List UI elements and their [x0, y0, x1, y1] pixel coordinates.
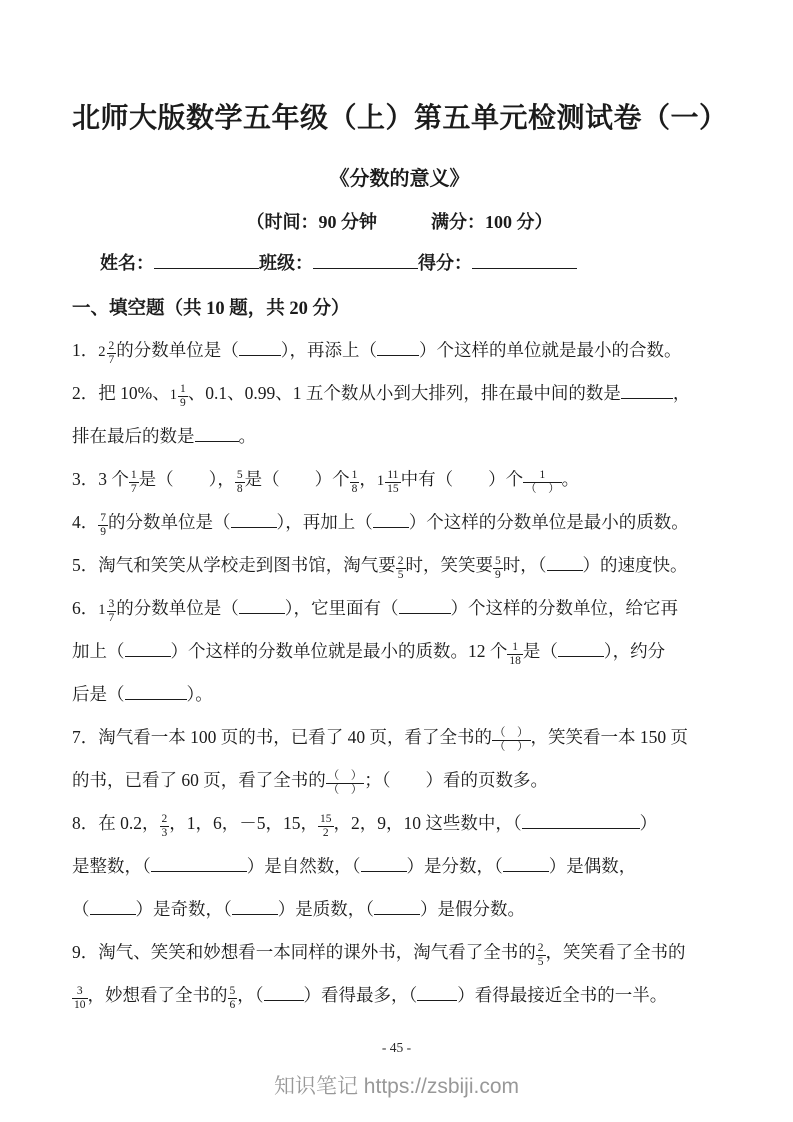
question-text: ）是自然数，（ — [246, 856, 361, 876]
mixed-number — [169, 382, 188, 410]
fraction: $\frac{1}{18}$ — [509, 640, 521, 668]
question-text: ）个这样的分数单位就是最小的质数。12 个 — [170, 641, 508, 661]
question-line — [72, 501, 727, 544]
fraction: $\frac{5}{9}$ — [495, 554, 501, 582]
question-text: ）个这样的分数单位，给它再 — [450, 598, 678, 618]
exam-meta-time-score: （时间：90 分钟 满分：100 分） — [246, 212, 553, 232]
question-text: 9．淘气、笑笑和妙想看一本同样的课外书，淘气看了全书的 — [72, 942, 536, 962]
question-text: ）是偶数， — [548, 856, 637, 876]
question-text: 中有（ ）个 — [400, 469, 524, 489]
question-text: 后是（ — [72, 684, 125, 704]
question-text: 是（ ）个 — [244, 469, 350, 489]
fraction: $\frac{2}{5}$ — [397, 554, 404, 582]
class-label: 班级： — [259, 253, 313, 273]
question-text: ，笑笑看一本 150 页 — [530, 727, 688, 747]
fraction: $\frac{2}{5}$ — [537, 941, 544, 969]
question-line — [72, 415, 727, 458]
question-text: 排在最后的数是 — [72, 426, 195, 446]
fraction: $\frac{15}{2}$ — [320, 812, 332, 840]
question-line — [72, 329, 727, 372]
question-text: 2．把 10%、 — [72, 383, 170, 403]
question-text: 是（ — [522, 641, 558, 661]
question-text: （ — [72, 899, 90, 919]
question-text: 3．3 个 — [72, 469, 129, 489]
question-text: ，2，9，10 这些数中，（ — [333, 813, 522, 833]
answer-blank — [621, 395, 673, 399]
fraction: $\frac{( )}{( )}$ — [327, 769, 363, 797]
question-text: ）看得最接近全书的一半。 — [457, 985, 668, 1005]
page-title: 北师大版数学五年级（上）第五单元检测试卷（一） — [72, 103, 728, 134]
question-text: 8．在 0.2， — [72, 813, 160, 833]
question-text: ，1，6，－5，15， — [169, 813, 318, 833]
question-text: 是整数，（ — [72, 856, 151, 876]
question-text: 时，笑笑要 — [405, 555, 493, 575]
answer-blank — [264, 997, 304, 1001]
fraction: $\frac{1}{8}$ — [351, 468, 358, 496]
question-text: 7．淘气看一本 100 页的书，已看了 40 页，看了全书的 — [72, 727, 492, 747]
question-line — [72, 372, 727, 415]
question-text: ）个这样的分数单位是最小的质数。 — [408, 512, 689, 532]
question-text: 的书，已看了 60 页，看了全书的 — [72, 770, 326, 790]
answer-blank — [125, 653, 171, 657]
question-text: ），约分 — [603, 641, 666, 661]
answer-blank — [417, 997, 457, 1001]
question-text: ） — [639, 813, 658, 833]
question-text: ，妙想看了全书的 — [87, 985, 228, 1005]
fraction: $\frac{2}{3}$ — [161, 812, 168, 840]
question-text: ，（ — [237, 985, 264, 1005]
fraction: $\frac{1}{9}$ — [179, 382, 186, 410]
question-text: 的分数单位是（ — [116, 340, 239, 360]
question-line — [72, 673, 727, 716]
question-text: 的分数单位是（ — [108, 512, 231, 532]
fraction: $\frac{7}{9}$ — [100, 511, 106, 539]
fraction: $\frac{3}{7}$ — [108, 597, 115, 625]
question-text: 1． — [72, 340, 99, 360]
mixed-number-whole: 2 — [98, 344, 106, 360]
question-line — [72, 587, 727, 630]
question-line — [72, 888, 727, 931]
mixed-number-whole: 1 — [376, 473, 385, 489]
answer-blank — [522, 825, 640, 829]
answer-blank — [239, 610, 285, 614]
fraction: $\frac{( )}{( )}$ — [494, 726, 529, 754]
question-text: 的分数单位是（ — [116, 598, 239, 618]
question-text: ，笑笑看了全书的 — [545, 942, 686, 962]
question-text: ）看得最多，（ — [303, 985, 418, 1005]
answer-blank — [547, 567, 583, 571]
question-line — [72, 759, 727, 802]
answer-blank — [374, 911, 420, 915]
question-text: 。 — [238, 426, 256, 446]
question-line — [72, 458, 727, 501]
fraction: $\frac{3}{10}$ — [74, 984, 86, 1012]
class-blank — [313, 265, 418, 269]
name-label: 姓名： — [100, 253, 154, 273]
fraction: $\frac{1}{( )}$ — [525, 468, 560, 496]
score-blank — [472, 265, 577, 269]
answer-blank — [373, 524, 409, 528]
answer-blank — [232, 911, 278, 915]
answer-blank — [151, 868, 247, 872]
fraction: $\frac{5}{8}$ — [236, 468, 243, 496]
question-text: 时，（ — [502, 555, 547, 575]
question-line — [72, 845, 727, 888]
fraction: $\frac{5}{6}$ — [229, 984, 236, 1012]
mixed-number-whole: 1 — [98, 602, 106, 618]
question-text: ， — [359, 469, 377, 489]
answer-blank — [558, 653, 604, 657]
question-text: ）是假分数。 — [420, 899, 525, 919]
fraction: $\frac{11}{15}$ — [387, 468, 399, 496]
question-text: 、0.1、0.99、1 五个数从小到大排列，排在最中间的数是 — [187, 383, 621, 403]
question-text: 。 — [561, 469, 580, 489]
question-text: ），再加上（ — [276, 512, 373, 532]
question-text: ， — [672, 383, 691, 403]
section-title-fill-in-blanks: 一、填空题（共 10 题，共 20 分） — [72, 299, 350, 319]
answer-blank — [361, 868, 407, 872]
page-number: - 45 - — [381, 1040, 412, 1055]
question-text: 5．淘气和笑笑从学校走到图书馆，淘气要 — [72, 555, 396, 575]
question-line — [72, 931, 727, 974]
question-text: 4． — [72, 512, 99, 532]
fraction: $\frac{2}{7}$ — [108, 339, 115, 367]
question-text: 是（ ）， — [138, 469, 235, 489]
question-line — [72, 974, 727, 1017]
fraction: $\frac{1}{7}$ — [130, 468, 137, 496]
question-text: ）是质数，（ — [277, 899, 374, 919]
mixed-number — [376, 468, 401, 496]
question-text: ）是奇数，（ — [135, 899, 232, 919]
question-line — [72, 630, 727, 673]
answer-blank — [125, 696, 187, 700]
question-line — [72, 802, 727, 845]
mixed-number — [98, 339, 116, 367]
question-text: ），再添上（ — [280, 340, 377, 360]
answer-blank — [239, 352, 281, 356]
question-line — [72, 544, 727, 587]
question-text: ），它里面有（ — [284, 598, 399, 618]
question-text: 6． — [72, 598, 99, 618]
score-label: 得分： — [418, 253, 472, 273]
answer-blank — [503, 868, 549, 872]
exam-subtitle: 《分数的意义》 — [329, 168, 470, 190]
question-text: ）是分数，（ — [406, 856, 503, 876]
watermark-site-link: 知识笔记 https://zsbiji.com — [273, 1075, 520, 1098]
question-text: ）。 — [186, 684, 213, 704]
mixed-number — [98, 597, 116, 625]
question-text: ）的速度快。 — [582, 555, 688, 575]
question-text: ；（ ）看的页数多。 — [364, 770, 548, 790]
answer-blank — [231, 524, 277, 528]
answer-blank — [195, 438, 239, 442]
question-text: 加上（ — [72, 641, 125, 661]
answer-blank — [90, 911, 136, 915]
answer-blank — [399, 610, 451, 614]
answer-blank — [377, 352, 419, 356]
question-text: ）个这样的单位就是最小的合数。 — [419, 340, 682, 360]
name-blank — [154, 265, 259, 269]
question-line — [72, 716, 727, 759]
questions-area — [72, 329, 727, 1017]
student-info-row — [72, 249, 727, 275]
mixed-number-whole: 1 — [169, 387, 177, 403]
